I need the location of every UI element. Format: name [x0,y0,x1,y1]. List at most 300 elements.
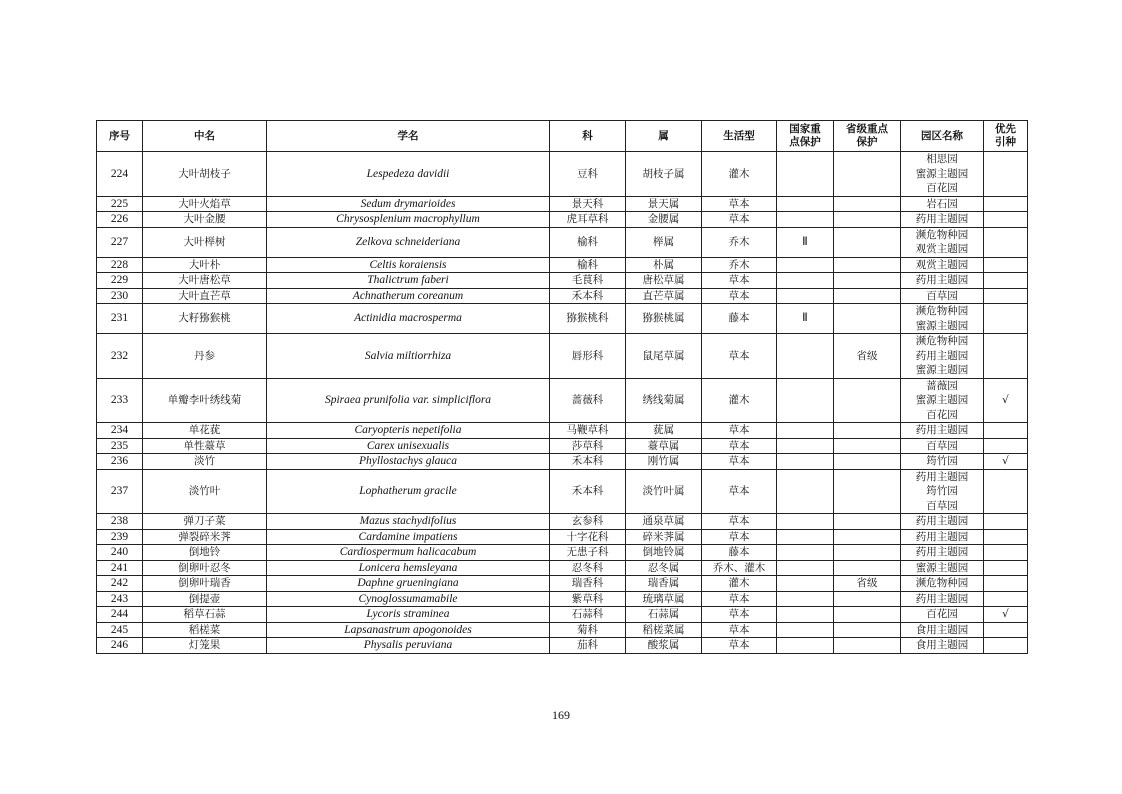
cell-no: 239 [97,529,143,545]
cell-national-protection [777,152,834,197]
cell-provincial-protection [834,227,901,257]
cell-life-form: 灌木 [702,152,777,197]
table-row [97,454,1028,470]
cell-scientific-name: Carex unisexualis [267,438,550,454]
cell-scientific-name: Actinidia macrosperma [267,304,550,334]
cell-priority-introduction [984,423,1028,439]
garden-name: 蜜源主题园 [915,364,969,376]
cell-genus: 莸属 [626,423,702,439]
table-row [97,638,1028,654]
cell-life-form: 乔木 [702,257,777,273]
cell-family: 石蒜科 [550,607,626,623]
cell-life-form: 草本 [702,288,777,304]
cell-national-protection [777,334,834,379]
cell-family: 虎耳草科 [550,212,626,228]
cell-genus: 景天属 [626,196,702,212]
cell-no: 227 [97,227,143,257]
cell-family: 马鞭草科 [550,423,626,439]
cell-provincial-protection [834,454,901,470]
garden-name: 濒危物种园 [915,228,969,241]
cell-national-protection: Ⅱ [777,304,834,334]
cell-life-form: 草本 [702,514,777,530]
cell-priority-introduction [984,529,1028,545]
cell-provincial-protection [834,152,901,197]
header-chinese-name: 中名 [143,121,267,152]
cell-no: 242 [97,576,143,592]
table-row [97,560,1028,576]
cell-provincial-protection [834,514,901,530]
header-life-form: 生活型 [702,121,777,152]
cell-provincial-protection [834,622,901,638]
cell-no: 234 [97,423,143,439]
cell-priority-introduction [984,576,1028,592]
header-provincial-protection: 省级重点 保护 [834,121,901,152]
cell-priority-introduction: √ [984,607,1028,623]
cell-provincial-protection: 省级 [834,334,901,379]
header-garden-name: 园区名称 [901,121,984,152]
cell-chinese-name: 大叶朴 [143,257,267,273]
cell-scientific-name: Zelkova schneideriana [267,227,550,257]
cell-chinese-name: 灯笼果 [143,638,267,654]
cell-no: 226 [97,212,143,228]
cell-chinese-name: 大叶榉树 [143,227,267,257]
cell-no: 240 [97,545,143,561]
table-row [97,304,1028,334]
cell-priority-introduction [984,152,1028,197]
cell-chinese-name: 大叶直芒草 [143,288,267,304]
cell-scientific-name: Lespedeza davidii [267,152,550,197]
garden-name: 岩石园 [926,197,958,210]
cell-provincial-protection [834,212,901,228]
cell-life-form: 草本 [702,607,777,623]
garden-name: 药用主题园 [915,274,969,286]
cell-national-protection [777,560,834,576]
cell-family: 菊科 [550,622,626,638]
cell-scientific-name: Cynoglossumamabile [267,591,550,607]
header-scientific-name: 学名 [267,121,550,152]
header-family: 科 [550,121,626,152]
cell-garden-name [901,196,984,212]
garden-name: 药用主题园 [915,530,969,543]
garden-name: 濒危物种园 [915,577,969,589]
cell-genus: 金腰属 [626,212,702,228]
cell-provincial-protection [834,273,901,289]
cell-chinese-name: 倒卵叶瑞香 [143,576,267,592]
cell-no: 246 [97,638,143,654]
cell-garden-name [901,545,984,561]
cell-life-form: 藤本 [702,545,777,561]
cell-family: 莎草科 [550,438,626,454]
cell-national-protection [777,607,834,623]
species-table [96,120,1028,654]
garden-name: 药用主题园 [915,592,969,605]
cell-scientific-name: Chrysosplenium macrophyllum [267,212,550,228]
cell-provincial-protection [834,529,901,545]
cell-scientific-name: Sedum drymarioides [267,196,550,212]
cell-provincial-protection [834,438,901,454]
cell-chinese-name: 大叶胡枝子 [143,152,267,197]
garden-name: 蔷薇园 [926,379,958,392]
garden-name: 食用主题园 [915,623,969,636]
garden-name: 观赏主题园 [915,258,969,271]
cell-no: 236 [97,454,143,470]
cell-genus: 稻槎菜属 [626,622,702,638]
cell-chinese-name: 单瓣李叶绣线菊 [143,378,267,423]
cell-garden-name [901,454,984,470]
cell-priority-introduction [984,334,1028,379]
table-row [97,152,1028,197]
cell-garden-name [901,607,984,623]
cell-family: 十字花科 [550,529,626,545]
cell-life-form: 草本 [702,438,777,454]
cell-family: 紫草科 [550,591,626,607]
cell-garden-name [901,638,984,654]
cell-priority-introduction [984,545,1028,561]
cell-garden-name [901,529,984,545]
cell-no: 224 [97,152,143,197]
cell-genus: 胡枝子属 [626,152,702,197]
cell-chinese-name: 弹裂碎米荠 [143,529,267,545]
cell-family: 景天科 [550,196,626,212]
table-row [97,196,1028,212]
cell-priority-introduction [984,469,1028,514]
cell-priority-introduction [984,273,1028,289]
table-row [97,591,1028,607]
cell-priority-introduction: √ [984,378,1028,423]
cell-national-protection [777,438,834,454]
garden-name: 百草园 [926,499,958,512]
cell-family: 唇形科 [550,334,626,379]
cell-national-protection [777,423,834,439]
cell-genus: 淡竹叶属 [626,469,702,514]
cell-provincial-protection [834,196,901,212]
cell-no: 237 [97,469,143,514]
cell-national-protection [777,257,834,273]
cell-national-protection [777,529,834,545]
garden-name: 食用主题园 [915,639,969,651]
cell-no: 244 [97,607,143,623]
cell-genus: 朴属 [626,257,702,273]
cell-national-protection [777,576,834,592]
cell-scientific-name: Celtis koraiensis [267,257,550,273]
cell-no: 229 [97,273,143,289]
cell-no: 245 [97,622,143,638]
cell-priority-introduction [984,212,1028,228]
cell-national-protection [777,469,834,514]
cell-garden-name [901,288,984,304]
cell-scientific-name: Spiraea prunifolia var. simpliciflora [267,378,550,423]
cell-genus: 直芒草属 [626,288,702,304]
cell-chinese-name: 丹参 [143,334,267,379]
cell-scientific-name: Thalictrum faberi [267,273,550,289]
cell-national-protection [777,273,834,289]
cell-family: 无患子科 [550,545,626,561]
garden-name: 药用主题园 [915,470,969,483]
cell-national-protection [777,454,834,470]
cell-chinese-name: 倒地铃 [143,545,267,561]
cell-life-form: 草本 [702,529,777,545]
garden-name: 药用主题园 [915,546,969,558]
cell-life-form: 草本 [702,591,777,607]
cell-family: 禾本科 [550,454,626,470]
cell-scientific-name: Cardiospermum halicacabum [267,545,550,561]
cell-priority-introduction: √ [984,454,1028,470]
cell-family: 毛茛科 [550,273,626,289]
cell-scientific-name: Salvia miltiorrhiza [267,334,550,379]
cell-priority-introduction [984,304,1028,334]
table-row [97,378,1028,423]
cell-chinese-name: 大叶唐松草 [143,273,267,289]
cell-national-protection [777,545,834,561]
cell-scientific-name: Daphne grueningiana [267,576,550,592]
cell-genus: 碎米荠属 [626,529,702,545]
garden-name: 百草园 [926,439,958,452]
cell-scientific-name: Caryopteris nepetifolia [267,423,550,439]
cell-chinese-name: 倒卵叶忍冬 [143,560,267,576]
cell-priority-introduction [984,438,1028,454]
cell-priority-introduction [984,638,1028,654]
cell-scientific-name: Lophatherum gracile [267,469,550,514]
cell-priority-introduction [984,257,1028,273]
cell-chinese-name: 弹刀子菜 [143,514,267,530]
cell-national-protection: Ⅱ [777,227,834,257]
cell-chinese-name: 淡竹 [143,454,267,470]
table-row [97,438,1028,454]
cell-garden-name [901,560,984,576]
cell-life-form: 乔木 [702,227,777,257]
table-row [97,288,1028,304]
page-number: 169 [552,708,570,722]
garden-name: 百草园 [926,289,958,302]
cell-chinese-name: 大叶火焰草 [143,196,267,212]
cell-provincial-protection [834,257,901,273]
table-body [97,152,1028,654]
garden-name: 药用主题园 [915,349,969,362]
cell-chinese-name: 大叶金腰 [143,212,267,228]
cell-scientific-name: Lapsanastrum apogonoides [267,622,550,638]
cell-family: 榆科 [550,257,626,273]
garden-name: 筠竹园 [926,485,958,497]
cell-no: 233 [97,378,143,423]
table-row [97,576,1028,592]
cell-family: 瑞香科 [550,576,626,592]
cell-life-form: 草本 [702,273,777,289]
table-row [97,227,1028,257]
garden-name: 蜜源主题园 [915,319,969,332]
cell-family: 茄科 [550,638,626,654]
cell-provincial-protection: 省级 [834,576,901,592]
cell-garden-name [901,152,984,197]
header-no: 序号 [97,121,143,152]
cell-chinese-name: 大籽猕猴桃 [143,304,267,334]
cell-genus: 猕猴桃属 [626,304,702,334]
cell-genus: 琉璃草属 [626,591,702,607]
cell-provincial-protection [834,423,901,439]
table-row [97,273,1028,289]
cell-genus: 忍冬属 [626,560,702,576]
cell-no: 241 [97,560,143,576]
cell-scientific-name: Lycoris straminea [267,607,550,623]
cell-scientific-name: Phyllostachys glauca [267,454,550,470]
cell-family: 禾本科 [550,469,626,514]
header-priority-introduction: 优先 引种 [984,121,1028,152]
garden-name: 濒危物种园 [915,305,969,317]
cell-chinese-name: 稻草石蒜 [143,607,267,623]
cell-garden-name [901,576,984,592]
cell-family: 玄参科 [550,514,626,530]
cell-no: 230 [97,288,143,304]
header-national-protection: 国家重 点保护 [777,121,834,152]
cell-scientific-name: Achnatherum coreanum [267,288,550,304]
cell-family: 蔷薇科 [550,378,626,423]
cell-life-form: 草本 [702,622,777,638]
garden-name: 百花园 [926,182,958,194]
cell-no: 225 [97,196,143,212]
cell-scientific-name: Mazus stachydifolius [267,514,550,530]
cell-scientific-name: Lonicera hemsleyana [267,560,550,576]
cell-priority-introduction [984,227,1028,257]
table-row [97,607,1028,623]
cell-genus: 榉属 [626,227,702,257]
cell-genus: 通泉草属 [626,514,702,530]
cell-garden-name [901,212,984,228]
table-row [97,622,1028,638]
garden-name: 药用主题园 [915,213,969,225]
cell-life-form: 草本 [702,196,777,212]
table-row [97,469,1028,514]
table-row [97,257,1028,273]
cell-life-form: 灌木 [702,378,777,423]
table-row [97,514,1028,530]
cell-chinese-name: 稻槎菜 [143,622,267,638]
cell-national-protection [777,196,834,212]
table-row [97,212,1028,228]
garden-name: 观赏主题园 [915,243,969,255]
cell-priority-introduction [984,591,1028,607]
cell-provincial-protection [834,378,901,423]
cell-no: 228 [97,257,143,273]
cell-genus: 刚竹属 [626,454,702,470]
cell-garden-name [901,514,984,530]
cell-chinese-name: 单性薹草 [143,438,267,454]
cell-priority-introduction [984,622,1028,638]
garden-name: 百花园 [926,608,958,620]
cell-life-form: 草本 [702,469,777,514]
cell-life-form: 草本 [702,638,777,654]
cell-garden-name [901,591,984,607]
garden-name: 濒危物种园 [915,335,969,347]
cell-life-form: 草本 [702,212,777,228]
cell-genus: 鼠尾草属 [626,334,702,379]
garden-name: 相思园 [926,153,958,165]
cell-provincial-protection [834,607,901,623]
cell-no: 235 [97,438,143,454]
cell-provincial-protection [834,469,901,514]
garden-name: 百花园 [926,408,958,421]
cell-chinese-name: 倒提壶 [143,591,267,607]
cell-no: 243 [97,591,143,607]
cell-chinese-name: 单花莸 [143,423,267,439]
cell-national-protection [777,638,834,654]
cell-scientific-name: Cardamine impatiens [267,529,550,545]
cell-provincial-protection [834,591,901,607]
table-row [97,423,1028,439]
garden-name: 药用主题园 [915,424,969,436]
cell-garden-name [901,227,984,257]
cell-garden-name [901,622,984,638]
cell-garden-name [901,423,984,439]
garden-name: 蜜源主题园 [915,561,969,574]
cell-genus: 唐松草属 [626,273,702,289]
cell-garden-name [901,273,984,289]
cell-no: 238 [97,514,143,530]
cell-life-form: 草本 [702,423,777,439]
cell-provincial-protection [834,560,901,576]
cell-priority-introduction [984,196,1028,212]
garden-name: 药用主题园 [915,515,969,527]
cell-priority-introduction [984,560,1028,576]
table-row [97,334,1028,379]
cell-life-form: 藤本 [702,304,777,334]
cell-family: 猕猴桃科 [550,304,626,334]
cell-garden-name [901,334,984,379]
table-row [97,545,1028,561]
cell-family: 豆科 [550,152,626,197]
cell-garden-name [901,469,984,514]
cell-genus: 石蒜属 [626,607,702,623]
garden-name: 筠竹园 [926,455,958,467]
cell-life-form: 草本 [702,334,777,379]
cell-national-protection [777,288,834,304]
cell-life-form: 乔木、灌木 [702,560,777,576]
cell-provincial-protection [834,288,901,304]
header-genus: 属 [626,121,702,152]
table-row [97,529,1028,545]
cell-provincial-protection [834,545,901,561]
cell-provincial-protection [834,638,901,654]
cell-life-form: 灌木 [702,576,777,592]
cell-provincial-protection [834,304,901,334]
cell-national-protection [777,622,834,638]
cell-no: 231 [97,304,143,334]
cell-genus: 薹草属 [626,438,702,454]
cell-family: 禾本科 [550,288,626,304]
cell-garden-name [901,257,984,273]
cell-garden-name [901,438,984,454]
garden-name: 蜜源主题园 [915,167,969,180]
cell-national-protection [777,514,834,530]
table-header-row [97,121,1028,152]
cell-family: 榆科 [550,227,626,257]
cell-scientific-name: Physalis peruviana [267,638,550,654]
cell-priority-introduction [984,514,1028,530]
cell-garden-name [901,304,984,334]
cell-priority-introduction [984,288,1028,304]
cell-no: 232 [97,334,143,379]
cell-genus: 酸浆属 [626,638,702,654]
cell-genus: 绣线菊属 [626,378,702,423]
cell-life-form: 草本 [702,454,777,470]
cell-national-protection [777,212,834,228]
cell-chinese-name: 淡竹叶 [143,469,267,514]
cell-genus: 倒地铃属 [626,545,702,561]
cell-national-protection [777,591,834,607]
cell-national-protection [777,378,834,423]
cell-family: 忍冬科 [550,560,626,576]
garden-name: 蜜源主题园 [915,394,969,406]
cell-genus: 瑞香属 [626,576,702,592]
cell-garden-name [901,378,984,423]
